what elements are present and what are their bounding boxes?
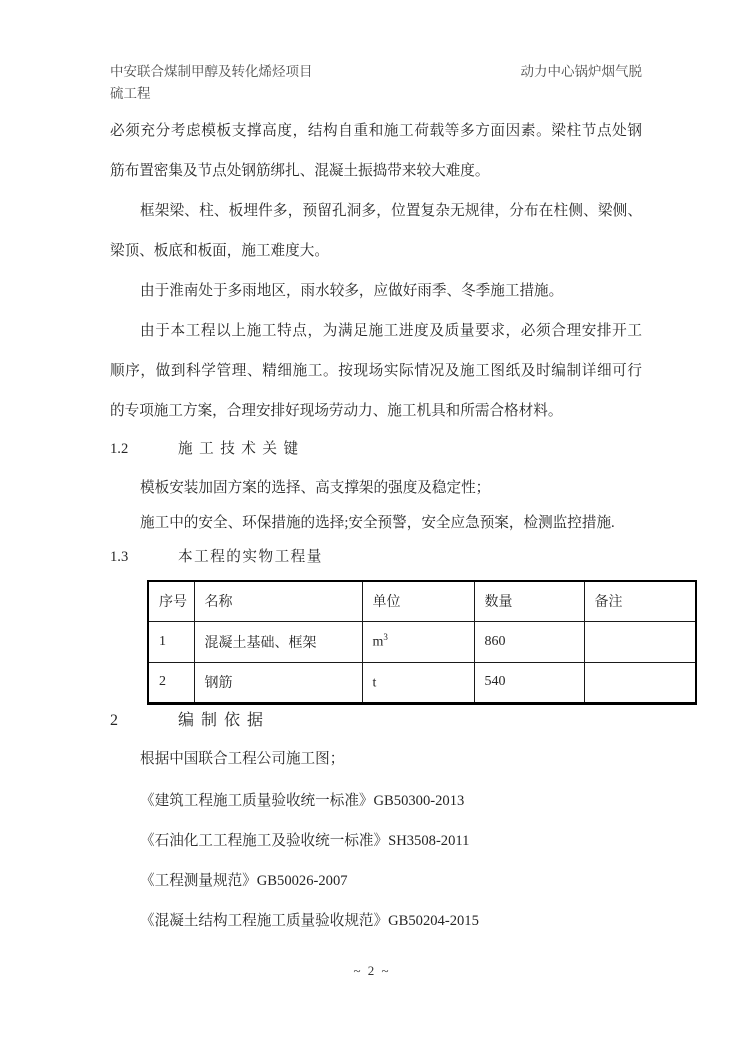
table-cell-qty: 860	[474, 621, 584, 662]
table-cell-qty: 540	[474, 662, 584, 703]
section-heading-2	[110, 711, 642, 730]
table-header-cell: 单位	[362, 581, 474, 621]
reference-line: 根据中国联合工程公司施工图；	[140, 751, 345, 767]
header-project-title-right: 动力中心锅炉烟气脱	[520, 64, 642, 79]
section-number: 1.2	[110, 441, 129, 457]
header-project-title-wrap: 硫工程	[110, 86, 151, 101]
quantities-table	[147, 580, 697, 705]
table-cell-unit	[362, 662, 474, 703]
section-title: 施工技术关键	[178, 441, 305, 457]
unit-superscript: 3	[383, 632, 388, 643]
table-cell-no: 1	[148, 621, 194, 662]
table-header-cell: 序号	[148, 581, 194, 621]
section-heading-1-3	[110, 548, 642, 567]
body-line: 施工中的安全、环保措施的选择;安全预警，安全应急预案，检测监控措施.	[140, 515, 615, 531]
body-line: 顺序，做到科学管理、精细施工。按现场实际情况及施工图纸及时编制详细可行	[110, 363, 642, 379]
body-line: 框架梁、柱、板埋件多，预留孔洞多，位置复杂无规律，分布在柱侧、梁侧、	[140, 203, 642, 219]
body-line: 由于淮南处于多雨地区，雨水较多，应做好雨季、冬季施工措施。	[140, 283, 564, 299]
body-line: 梁顶、板底和板面，施工难度大。	[110, 243, 329, 259]
table-cell-unit	[362, 621, 474, 662]
reference-line: 《石油化工工程施工及验收统一标准》SH3508-2011	[140, 833, 470, 849]
body-line: 由于本工程以上施工特点，为满足施工进度及质量要求，必须合理安排开工	[140, 323, 642, 339]
table-cell-note	[584, 621, 696, 662]
reference-line: 《混凝土结构工程施工质量验收规范》GB50204-2015	[140, 913, 479, 929]
table-header-cell: 名称	[194, 581, 362, 621]
section-title: 编制依据	[178, 712, 271, 729]
table-header-cell: 备注	[584, 581, 696, 621]
section-heading-1-2	[110, 440, 642, 459]
body-line: 必须充分考虑模板支撑高度，结构自重和施工荷载等多方面因素。梁柱节点处钢	[110, 123, 642, 139]
table-cell-name: 混凝土基础、框架	[194, 621, 362, 662]
header-project-title-left: 中安联合煤制甲醇及转化烯烃项目	[110, 64, 313, 79]
reference-line: 《建筑工程施工质量验收统一标准》GB50300-2013	[140, 793, 465, 809]
page-number: ~ 2 ~	[353, 963, 391, 978]
section-number: 1.3	[110, 549, 129, 565]
table-cell-name: 钢筋	[194, 662, 362, 703]
table-cell-no: 2	[148, 662, 194, 703]
unit-base: m	[372, 634, 384, 650]
body-line: 模板安装加固方案的选择、高支撑架的强度及稳定性；	[140, 480, 491, 496]
body-line: 筋布置密集及节点处钢筋绑扎、混凝土振捣带来较大难度。	[110, 163, 490, 179]
section-number: 2	[110, 712, 118, 729]
section-title: 本工程的实物工程量	[178, 549, 323, 565]
table-row	[148, 621, 696, 662]
unit-base: t	[372, 675, 377, 691]
table-cell-note	[584, 662, 696, 703]
reference-line: 《工程测量规范》GB50026-2007	[140, 873, 348, 889]
body-line: 的专项施工方案，合理安排好现场劳动力、施工机具和所需合格材料。	[110, 403, 563, 419]
table-row	[148, 662, 696, 703]
table-header-cell: 数量	[474, 581, 584, 621]
table-header-row	[148, 581, 696, 621]
